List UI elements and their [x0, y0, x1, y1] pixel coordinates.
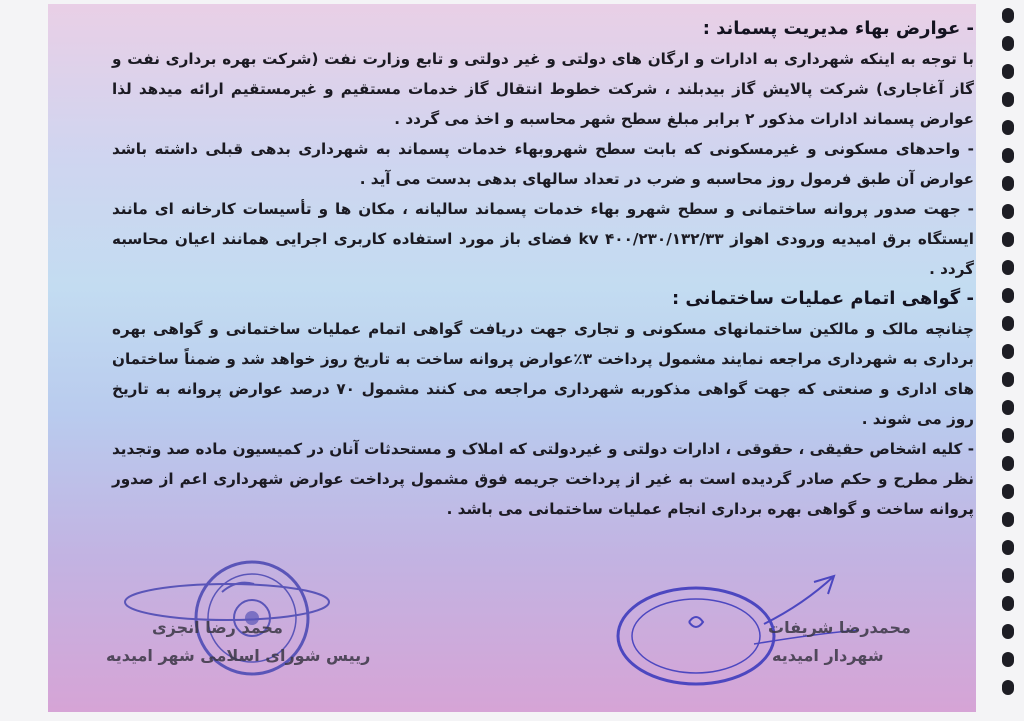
binding-ring — [1002, 456, 1014, 471]
signer-right-name: محمدرضا شریفات — [768, 618, 911, 637]
document-body — [112, 14, 974, 524]
binding-ring — [1002, 36, 1014, 51]
document-page — [48, 4, 976, 712]
binding-ring — [1002, 512, 1014, 527]
binding-ring — [1002, 120, 1014, 135]
binding-ring — [1002, 316, 1014, 331]
binding-ring — [1002, 568, 1014, 583]
binding-ring — [1002, 400, 1014, 415]
paragraph-residential-debts: - واحدهای مسکونی و غیرمسکونی که بابت سطح شهروبهاء خدمات پسماند به شهرداری بدهی قبلی داشته باشد عوارض آن طبق فرمول روز محاسبه و ضرب در تعداد سالهای بدهی بدست می آید . — [112, 140, 974, 188]
signer-left-title: رییس شورای اسلامی شهر امیدیه — [106, 646, 371, 665]
binding-ring — [1002, 232, 1014, 247]
spiral-binding — [998, 0, 1018, 721]
binding-ring — [1002, 260, 1014, 275]
binding-ring — [1002, 344, 1014, 359]
binding-ring — [1002, 372, 1014, 387]
paragraph-waste-fees: با توجه به اینکه شهرداری به ادارات و ارگان های دولتی و غیر دولتی و تابع وزارت نفت (شرکت بهره برداری نفت و گاز آغاجاری) شرکت پالایش گاز بیدبلند ، شرکت خطوط انتقال گاز خدمات مستقیم و غیرمستقیم ارائه میدهد لذا عوارض پسماند ادارات مذکور ۲ برابر مبلغ سطح شهر محاسبه و اخذ می گردد . — [112, 50, 974, 128]
binding-ring — [1002, 176, 1014, 191]
binding-ring — [1002, 624, 1014, 639]
binding-ring — [1002, 64, 1014, 79]
binding-ring — [1002, 92, 1014, 107]
binding-ring — [1002, 204, 1014, 219]
binding-ring — [1002, 596, 1014, 611]
heading-completion-certificate: - گواهی اتمام عملیات ساختمانی : — [671, 288, 974, 309]
binding-ring — [1002, 540, 1014, 555]
binding-ring — [1002, 8, 1014, 23]
binding-ring — [1002, 148, 1014, 163]
signer-left-name: محمد رضا انجزی — [152, 618, 283, 637]
binding-ring — [1002, 484, 1014, 499]
signer-right-title: شهردار امیدیه — [772, 646, 884, 665]
binding-ring — [1002, 652, 1014, 667]
paragraph-facilities: - جهت صدور پروانه ساختمانی و سطح شهرو بهاء خدمات پسماند سالیانه ، مکان ها و تأسیسات کارخانه ای مانند ایستگاه برق امیدیه ورودی اهواز kv ۴۰۰/۲۳۰/۱۳۲/۳۳ فضای باز مورد استفاده کاربری اجرایی همانند اعیان محاسبه گردد . — [112, 200, 974, 278]
paragraph-persons-commission: - کلیه اشخاص حقیقی ، حقوقی ، ادارات دولتی و غیردولتی که املاک و مستحدثات آنان در کمیسیون ماده صد وتجدید نظر مطرح و حکم صادر گردیده است به غیر از پرداخت جریمه فوق مشمول پرداخت عوارض شهرداری اعم از صدور پروانه ساخت و گواهی بهره برداری انجام عملیات ساختمانی می باشد . — [112, 440, 974, 518]
heading-waste-management: - عوارض بهاء مدیریت پسماند : — [702, 18, 974, 39]
binding-ring — [1002, 680, 1014, 695]
binding-ring — [1002, 428, 1014, 443]
binding-ring — [1002, 288, 1014, 303]
paragraph-completion-certificate: چنانچه مالک و مالکین ساختمانهای مسکونی و تجاری جهت دریافت گواهی اتمام عملیات ساختمانی و گواهی بهره برداری به شهرداری مراجعه نمایند مشمول پرداخت ۳٪عوارض پروانه ساخت به تاریخ روز خواهد شد و ضمناً ساختمان های اداری و صنعتی که جهت گواهی مذکوربه شهرداری مراجعه می کنند مشمول ۷۰ درصد عوارض پروانه به تاریخ روز می شوند . — [112, 320, 974, 428]
